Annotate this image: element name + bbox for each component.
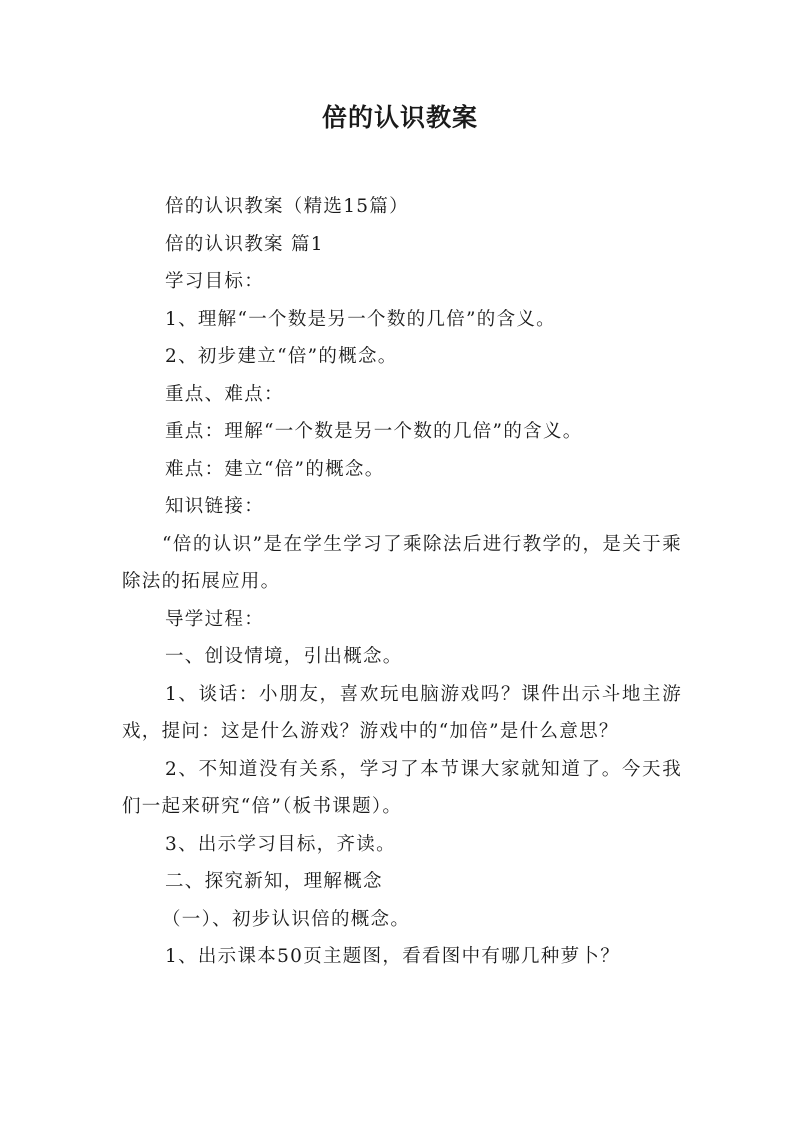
paragraph-goal-1: 1、理解“一个数是另一个数的几倍”的含义。 [165,308,556,330]
paragraph-knowledge-link: “倍的认识”是在学生学习了乘除法后进行教学的，是关于乘除法的拓展应用。 [122,533,682,592]
paragraph-part-two-heading: 二、探究新知，理解概念 [165,871,383,892]
paragraph-learning-goals-heading: 学习目标： [165,271,265,292]
paragraph-key-points-heading: 重点、难点： [165,383,284,405]
document-title: 倍的认识教案 [321,103,478,132]
paragraph-collection-title: 倍的认识教案（精选15篇） [165,196,409,217]
paragraph-part-one-heading: 一、创设情境，引出概念。 [165,646,403,667]
document-body [122,188,682,976]
paragraph-difficult-point: 难点：建立“倍”的概念。 [165,458,385,480]
paragraph-process-heading: 导学过程： [165,608,265,630]
paragraph-subsection-step-1: 1、出示课本50页主题图，看看图中有哪几种萝卜？ [165,946,621,967]
paragraph-section-heading: 倍的认识教案 篇1 [165,233,324,255]
paragraph-step-2: 2、不知道没有关系，学习了本节课大家就知道了。今天我们一起来研究“倍”（板书课题）。 [122,758,682,817]
paragraph-knowledge-link-heading: 知识链接： [165,496,265,517]
paragraph-step-1: 1、谈话：小朋友，喜欢玩电脑游戏吗？课件出示斗地主游戏，提问：这是什么游戏？游戏中的“加倍”是什么意思？ [122,683,682,742]
paragraph-subsection-heading: （一）、初步认识倍的概念。 [162,908,411,930]
paragraph-goal-2: 2、初步建立“倍”的概念。 [165,346,398,367]
paragraph-step-3: 3、出示学习目标，齐读。 [165,833,396,855]
paragraph-key-point: 重点：理解“一个数是另一个数的几倍”的含义。 [165,421,583,442]
